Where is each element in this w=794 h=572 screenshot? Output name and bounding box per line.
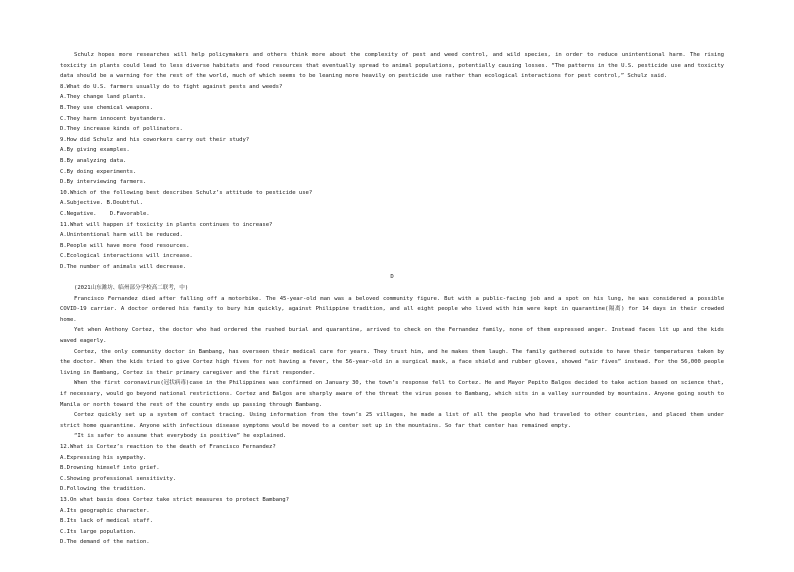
option: A.Unintentional harm will be reduced. [60,232,183,239]
exam-page [60,50,724,548]
question-12 [60,442,724,495]
passage-source: (2021山东潍坊、临州部分学校高二联考，中) [74,285,189,292]
option: A.Its geographic character. [60,507,150,514]
passage-d-paragraph: Cortez quickly set up a system of contact tracing. Using information from the town’s 25 villages, he made a list of all the people who had traveled to other countries, and placed them under strict home quarantine. Anyone with infectious disease symptoms would be moved to a center set up in the mountains. So far that center has remained empty. [60,412,724,429]
option: C.Its large population. [60,528,137,535]
option: C.By doing experiments. [60,168,137,175]
question-stem: 11.What will happen if toxicity in plants continues to increase? [60,221,273,228]
question-stem: 13.On what basis does Cortez take strict measures to protect Bambang? [60,496,289,503]
option: A.They change land plants. [60,94,147,101]
question-10 [60,188,724,220]
option: B.People will have more food resources. [60,242,190,249]
option: B.They use chemical weapons. [60,104,153,111]
question-8 [60,82,724,135]
option: C.Negative. D.Favorable. [60,210,150,217]
option: B.Drowning himself into grief. [60,465,160,472]
option: D.Following the tradition. [60,486,147,493]
option: D.The demand of the nation. [60,539,150,546]
option: D.By interviewing farmers. [60,179,147,186]
question-stem: 10.Which of the following best describes Schulz’s attitude to pesticide use? [60,189,313,196]
passage-c-final-paragraph: Schulz hopes more researches will help policymakers and others think more about the complexity of pest and weed control, and wild species, in order to reduce unintentional harm. The rising toxicity in plants could lead to less diverse habitats and food resources that eventually spread to animal populations, potentially causing losses. “The patterns in the U.S. pesticide use and toxicity data should be a warning for the rest of the world, much of which seems to be leaning more heavily on pesticide use rather than ecological interactions for pest control,” Schulz said. [60,52,724,80]
question-9 [60,135,724,188]
option: B.By analyzing data. [60,157,127,164]
passage-d-paragraph: Cortez, the only community doctor in Bambang, has overseen their medical care for years. They trust him, and he makes them laugh. The family gathered outside to have their temperatures taken by the doctor. When the kids tried to give Cortez high fives for not having a fever, the 56-year-old in a surgical mask, a face shield and rubber gloves, showed “air fives” instead. For the 56,000 people living in Bambang, Cortez is their primary caregiver and the first responder. [60,348,724,376]
passage-d-paragraph: Yet when Anthony Cortez, the doctor who had ordered the rushed burial and quarantine, arrived to check on the Fernandez family, none of them expressed anger. Instead faces lit up and the kids waved eagerly. [60,327,724,345]
option: A.Expressing his sympathy. [60,454,147,461]
question-stem: 9.How did Schulz and his coworkers carry out their study? [60,136,250,143]
option: C.Ecological interactions will increase. [60,253,193,260]
question-11 [60,220,724,273]
option: B.Its lack of medical staff. [60,518,153,525]
passage-d-paragraph: Francisco Fernandez died after falling off a motorbike. The 45-year-old man was a beloved community figure. But with a public-facing job and a spot on his lung, he was considered a possible COVID-19 carrier. A doctor ordered his family to bury him quickly, against Philippine tradition, and all eight people who lived with him were kept in quarantine(隔离) for 14 days in their crowded home. [60,295,724,323]
question-stem: 8.What do U.S. farmers usually do to fight against pests and weeds? [60,83,283,90]
option: C.They harm innocent bystanders. [60,115,167,122]
question-13 [60,495,724,548]
section-letter: D [390,274,394,281]
option: A.Subjective. B.Doubtful. [60,200,143,207]
passage-d-paragraph: “It is safer to assume that everybody is positive” he explained. [74,433,287,440]
option: D.The number of animals will decrease. [60,263,187,270]
option: C.Showing professional sensitivity. [60,475,177,482]
passage-d-paragraph: When the first coronavirus(冠状病毒)case in the Philippines was confirmed on January 30, the town’s response fell to Cortez. He and Mayor Pepito Balgos decided to take action based on science that, if necessary, would go beyond national restrictions. Cortez and Balgos are sharply aware of the threat the virus poses to Bambang, which sits in a valley surrounded by mountains. Anyone going south to Manila or north toward the rest of the country ends up passing through Bambang. [60,380,724,408]
option: D.They increase kinds of pollinators. [60,126,183,133]
option: A.By giving examples. [60,147,130,154]
question-stem: 12.What is Cortez’s reaction to the death of Francisco Fernandez? [60,443,276,450]
